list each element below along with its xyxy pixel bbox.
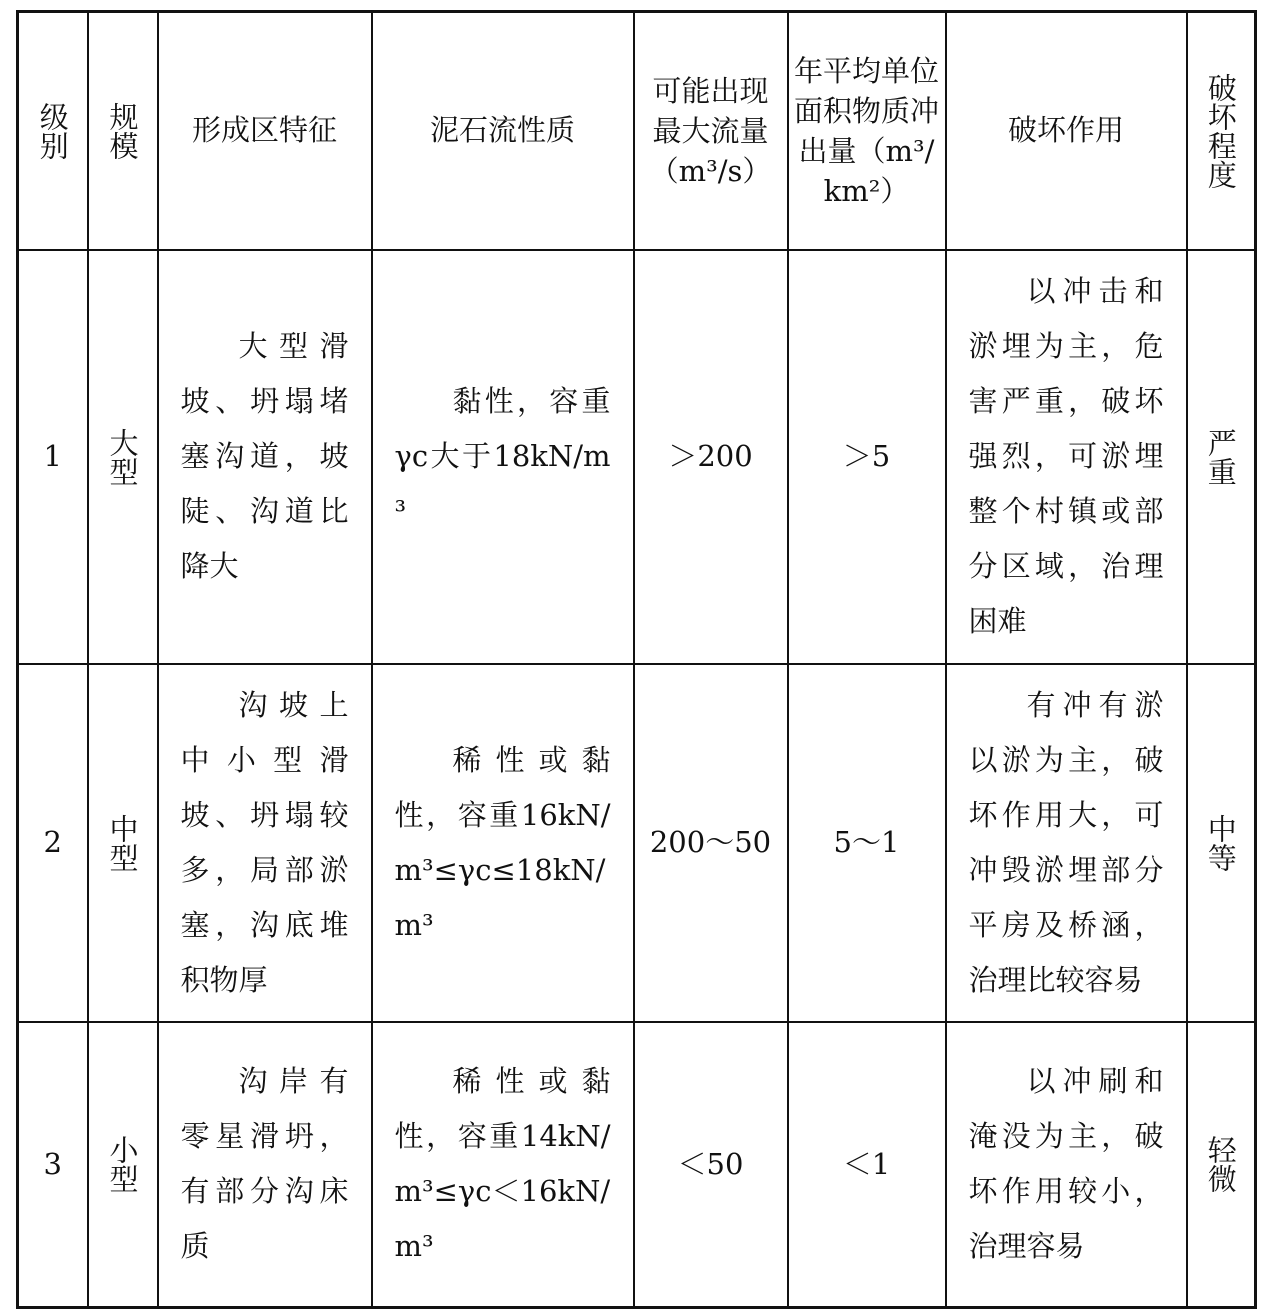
cell-degree-text: 中等 xyxy=(1203,813,1238,872)
cell-annual-output: 5～1 xyxy=(788,664,946,1022)
header-annual-output xyxy=(788,12,946,250)
cell-formation-text: 大型滑坡、坍塌堵塞沟道，坡陡、沟道比降大 xyxy=(180,329,349,583)
cell-formation xyxy=(158,250,372,664)
debris-flow-classification-table xyxy=(16,10,1257,1309)
header-nature xyxy=(372,12,634,250)
cell-formation-text: 沟岸有零星滑坍，有部分沟床质 xyxy=(180,1064,349,1264)
cell-degree xyxy=(1187,664,1256,1022)
cell-degree-text: 严重 xyxy=(1203,427,1238,486)
cell-annual-output: ＜1 xyxy=(788,1022,946,1308)
cell-degree-text: 轻微 xyxy=(1203,1135,1238,1194)
cell-nature xyxy=(372,250,634,664)
header-level xyxy=(18,12,88,250)
cell-nature xyxy=(372,664,634,1022)
cell-scale-text: 中型 xyxy=(105,813,140,872)
header-destruction-text: 破坏作用 xyxy=(1007,113,1124,148)
cell-degree xyxy=(1187,1022,1256,1308)
header-max-flow xyxy=(634,12,788,250)
cell-formation xyxy=(158,1022,372,1308)
cell-scale xyxy=(88,1022,158,1308)
cell-annual-output: ＞5 xyxy=(788,250,946,664)
cell-max-flow: 200～50 xyxy=(634,664,788,1022)
header-degree xyxy=(1187,12,1256,250)
header-scale xyxy=(88,12,158,250)
cell-nature-text: 稀性或黏性，容重14kN/m³≤γc＜16kN/m³ xyxy=(394,1064,611,1264)
header-formation-text: 形成区特征 xyxy=(191,113,337,148)
cell-formation xyxy=(158,664,372,1022)
cell-level: 1 xyxy=(18,250,88,664)
header-level-text: 级别 xyxy=(35,101,70,160)
cell-degree xyxy=(1187,250,1256,664)
cell-nature xyxy=(372,1022,634,1308)
header-degree-text: 破坏程度 xyxy=(1203,72,1238,189)
cell-level: 3 xyxy=(18,1022,88,1308)
header-scale-text: 规模 xyxy=(105,101,140,160)
cell-destruction xyxy=(946,250,1187,664)
cell-max-flow: ＞200 xyxy=(634,250,788,664)
header-destruction xyxy=(946,12,1187,250)
cell-nature-text: 稀性或黏性，容重16kN/m³≤γc≤18kN/m³ xyxy=(394,742,611,942)
cell-destruction-text: 以冲击和淤埋为主，危害严重，破坏强烈，可淤埋整个村镇或部分区域，治理困难 xyxy=(968,274,1164,638)
cell-destruction-text: 以冲刷和淹没为主，破坏作用较小，治理容易 xyxy=(968,1064,1164,1264)
cell-scale-text: 大型 xyxy=(105,427,140,486)
cell-destruction xyxy=(946,664,1187,1022)
cell-scale xyxy=(88,250,158,664)
header-max-flow-text: 可能出现最大流量（m³/s） xyxy=(649,73,772,188)
table-row xyxy=(18,1022,1256,1308)
cell-level: 2 xyxy=(18,664,88,1022)
cell-scale-text: 小型 xyxy=(105,1135,140,1194)
cell-destruction-text: 有冲有淤以淤为主，破坏作用大，可冲毁淤埋部分平房及桥涵，治理比较容易 xyxy=(968,687,1164,997)
table-row xyxy=(18,250,1256,664)
table-row xyxy=(18,664,1256,1022)
cell-max-flow: ＜50 xyxy=(634,1022,788,1308)
header-row xyxy=(18,12,1256,250)
cell-nature-text: 黏性，容重γc大于18kN/m³ xyxy=(394,384,611,528)
header-nature-text: 泥石流性质 xyxy=(429,113,575,148)
cell-destruction xyxy=(946,1022,1187,1308)
header-formation xyxy=(158,12,372,250)
cell-formation-text: 沟坡上中小型滑坡、坍塌较多，局部淤塞，沟底堆积物厚 xyxy=(180,687,349,997)
cell-scale xyxy=(88,664,158,1022)
header-annual-output-text: 年平均单位面积物质冲出量（m³/km²） xyxy=(793,53,939,208)
